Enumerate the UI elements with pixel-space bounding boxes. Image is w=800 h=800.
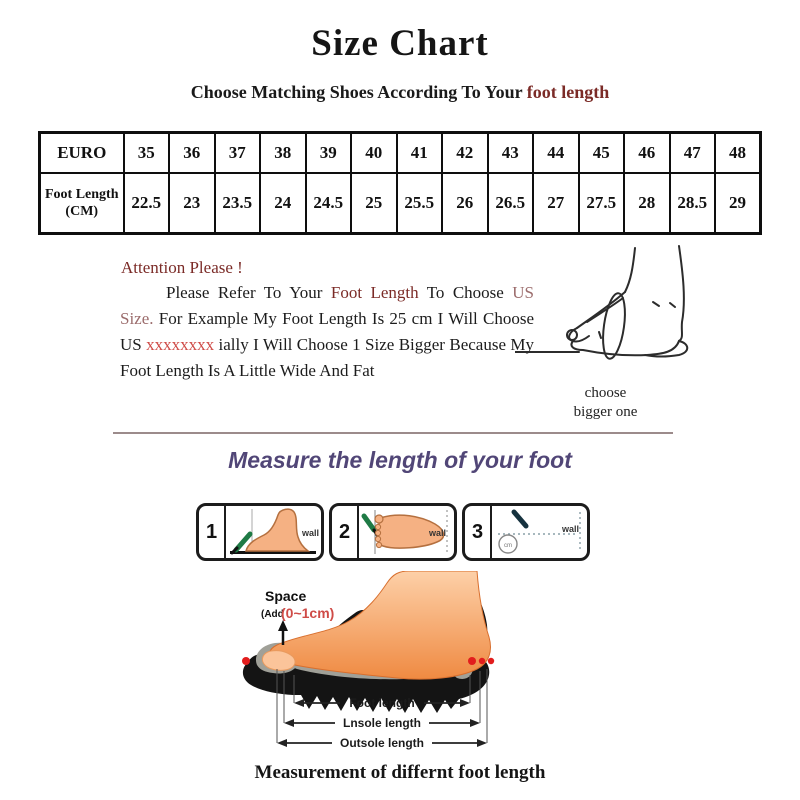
subtitle-highlight: foot length [526, 82, 610, 102]
euro-size-cell: 45 [579, 133, 625, 174]
foot-length-cell: 22.5 [124, 173, 170, 234]
step-3-illustration [492, 506, 587, 558]
measure-section-heading: Measure the length of your foot [228, 447, 572, 473]
bottom-caption: Measurement of differnt foot length [254, 762, 546, 783]
row-header-euro: EURO [40, 133, 124, 174]
step-number: 2 [332, 506, 359, 558]
euro-size-cell: 42 [442, 133, 488, 174]
euro-size-cell: 47 [670, 133, 716, 174]
step-2-illustration [359, 506, 454, 558]
arrowhead [284, 719, 294, 727]
attention-segment: To Choose [418, 283, 513, 302]
heel-dot [488, 658, 494, 664]
attention-segment-foot-length: Foot Length [330, 283, 419, 302]
step-1-foot-side-icon [226, 506, 322, 558]
space-label: Space [265, 588, 307, 604]
attention-segment: ially I Will Choose 1 Size Bigger Because My Foot Length Is A Little Wide And Fat [120, 335, 534, 380]
attention-segment-redacted: xxxxxxxx [146, 335, 215, 354]
foot-length-cell: 23.5 [215, 173, 261, 234]
wall-label: wall [302, 528, 320, 538]
euro-size-cell: 46 [624, 133, 670, 174]
wall-label: wall [429, 528, 447, 538]
insole-length-label: Lnsole length [343, 716, 421, 730]
sketch-caption-line1: choose [584, 385, 627, 401]
euro-size-cell: 43 [488, 133, 534, 174]
outsole-length-label: Outsole length [340, 736, 424, 750]
foot-length-cell: 25.5 [397, 173, 443, 234]
add-label: (Add [261, 609, 284, 620]
foot-length-cell: 26.5 [488, 173, 534, 234]
measure-step-2 [329, 503, 457, 561]
subtitle-text: Choose Matching Shoes According To Your [190, 82, 527, 102]
toe-dot [242, 657, 250, 665]
arrowhead [277, 739, 287, 747]
space-arrowhead [278, 620, 288, 631]
euro-size-cell: 38 [260, 133, 306, 174]
foot-length-cell: 27.5 [579, 173, 625, 234]
step-number: 1 [199, 506, 226, 558]
foot-length-cell: 25 [351, 173, 397, 234]
euro-size-cell: 41 [397, 133, 443, 174]
row-header-foot-length: Foot Length (CM) [40, 173, 124, 234]
arrowhead [477, 739, 487, 747]
table-row-euro [40, 133, 761, 174]
foot-length-cell: 28 [624, 173, 670, 234]
page-title: Size Chart [311, 23, 489, 64]
arrowhead [460, 699, 470, 707]
sketch-caption [528, 384, 683, 422]
arrowhead [294, 699, 304, 707]
step-number: 3 [465, 506, 492, 558]
euro-size-cell: 36 [169, 133, 215, 174]
cm-circle-label: cm [504, 543, 512, 549]
range-label: (0~1cm) [281, 605, 335, 621]
sketch-caption-line2: bigger one [573, 404, 638, 420]
euro-size-cell: 40 [351, 133, 397, 174]
euro-size-cell: 48 [715, 133, 761, 174]
step-2-foot-top-icon [359, 506, 455, 558]
attention-paragraph [120, 280, 534, 384]
step-1-illustration [226, 506, 321, 558]
section-divider [113, 432, 673, 434]
attention-segment: For Example My Foot Length Is 25 cm I Will Choose US [120, 309, 534, 354]
table-row-foot-length [40, 173, 761, 234]
foot-length-label: Foot length [349, 696, 415, 710]
attention-heading: Attention Please ! [121, 258, 243, 277]
measure-step-1 [196, 503, 324, 561]
foot-sketch-icon [515, 242, 760, 384]
size-table [38, 131, 762, 235]
shoe-measurement-diagram [237, 571, 572, 766]
euro-size-cell: 37 [215, 133, 261, 174]
attention-segment: Please Refer To Your [166, 283, 331, 302]
euro-size-cell: 35 [124, 133, 170, 174]
measure-steps [196, 503, 590, 561]
foot-length-cell: 29 [715, 173, 761, 234]
measure-step-3 [462, 503, 590, 561]
foot-length-cell: 24.5 [306, 173, 352, 234]
subtitle [0, 82, 800, 103]
euro-size-cell: 44 [533, 133, 579, 174]
heel-dot [468, 657, 476, 665]
foot-length-cell: 24 [260, 173, 306, 234]
foot-length-cell: 23 [169, 173, 215, 234]
step-3-measure-icon [492, 506, 588, 558]
attention-segment-us-size: US Size. [120, 283, 534, 328]
euro-size-cell: 39 [306, 133, 352, 174]
arrowhead [470, 719, 480, 727]
heel-dot [479, 658, 485, 664]
foot-length-cell: 28.5 [670, 173, 716, 234]
wall-label: wall [562, 524, 580, 534]
foot-length-cell: 27 [533, 173, 579, 234]
foot-length-cell: 26 [442, 173, 488, 234]
